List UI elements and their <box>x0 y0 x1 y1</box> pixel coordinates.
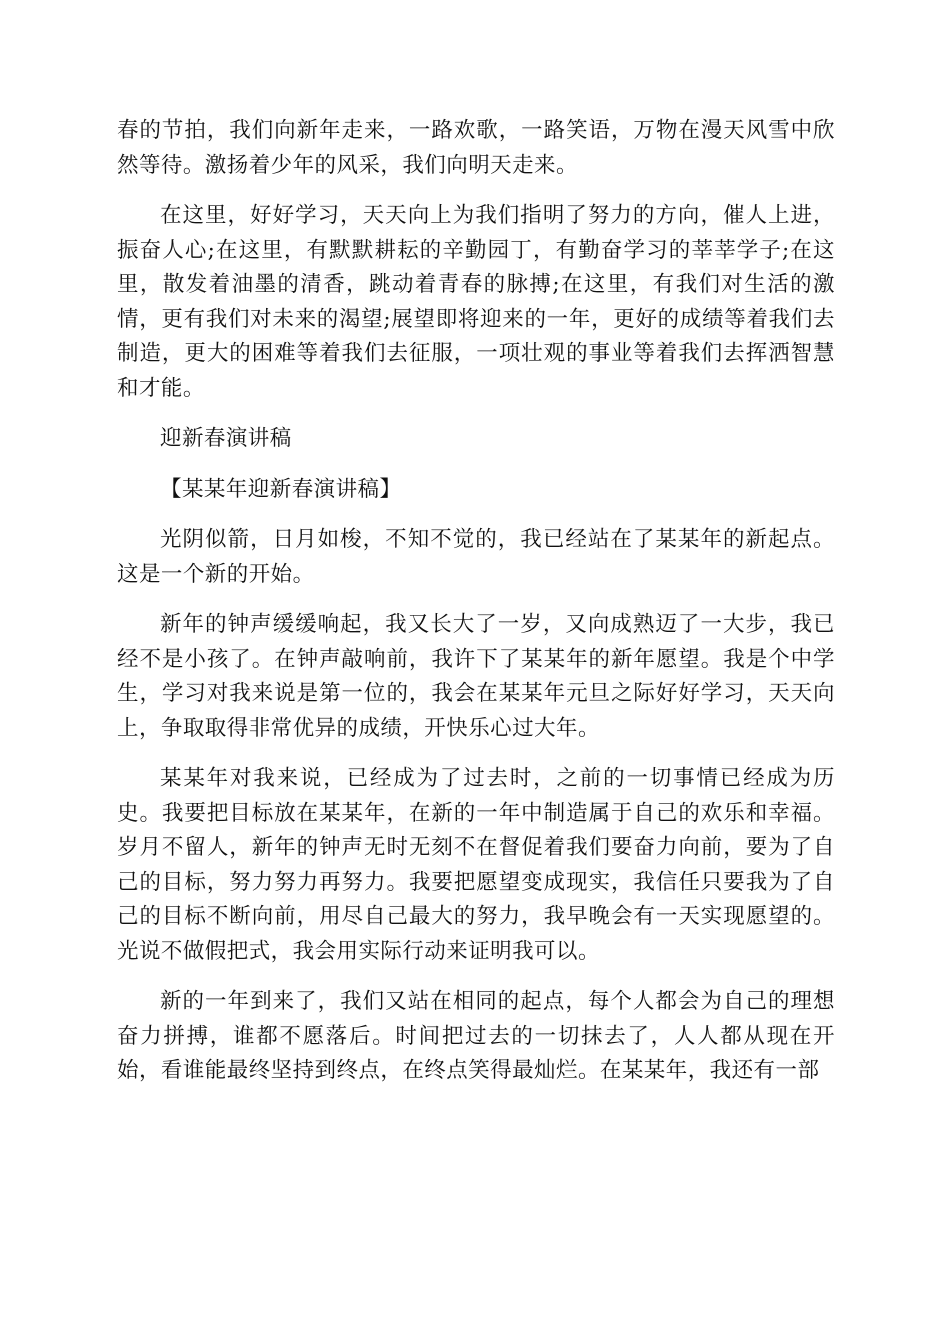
speech-title: 【某某年迎新春演讲稿】 <box>160 476 402 502</box>
paragraph-new-start: 新的一年到来了，我们又站在相同的起点，每个人都会为自己的理想奋力拼搏，谁都不愿落后。时间把过去的一切抹去了，人人都从现在开始，看谁能最终坚持到终点，在终点笑得最灿烂。在某某年，我还有一部 <box>117 989 835 1083</box>
section-heading: 迎新春演讲稿 <box>160 426 292 451</box>
paragraph-here: 在这里，好好学习，天天向上为我们指明了努力的方向，催人上进，振奋人心;在这里，有默默耕耘的辛勤园丁，有勤奋学习的莘莘学子;在这里，散发着油墨的清香，跳动着青春的脉搏;在这里，有我们对生活的激情，更有我们对未来的渴望;展望即将迎来的一年，更好的成绩等着我们去制造，更大的困难等着我们去征服，一项壮观的事业等着我们去挥洒智慧和才能。 <box>117 203 835 401</box>
paragraph-past-year: 某某年对我来说，已经成为了过去时，之前的一切事情已经成为历史。我要把目标放在某某年，在新的一年中制造属于自己的欢乐和幸福。岁月不留人，新年的钟声无时无刻不在督促着我们要奋力向前，要为了自己的目标，努力努力再努力。我要把愿望变成现实，我信任只要我为了自己的目标不断向前，用尽自己最大的努力，我早晚会有一天实现愿望的。光说不做假把式，我会用实际行动来证明我可以。 <box>117 766 835 964</box>
document-body <box>117 114 835 1105</box>
paragraph-new-year-bell: 新年的钟声缓缓响起，我又长大了一岁，又向成熟迈了一大步，我已经不是小孩了。在钟声敲响前，我许下了某某年的新年愿望。我是个中学生，学习对我来说是第一位的，我会在某某年元旦之际好好学习，天天向上，争取取得非常优异的成绩，开快乐心过大年。 <box>117 612 835 741</box>
paragraph-continuation: 春的节拍，我们向新年走来，一路欢歌，一路笑语，万物在漫天风雪中欣然等待。激扬着少年的风采，我们向明天走来。 <box>117 118 835 178</box>
paragraph-time-flies: 光阴似箭，日月如梭，不知不觉的，我已经站在了某某年的新起点。这是一个新的开始。 <box>117 527 835 587</box>
